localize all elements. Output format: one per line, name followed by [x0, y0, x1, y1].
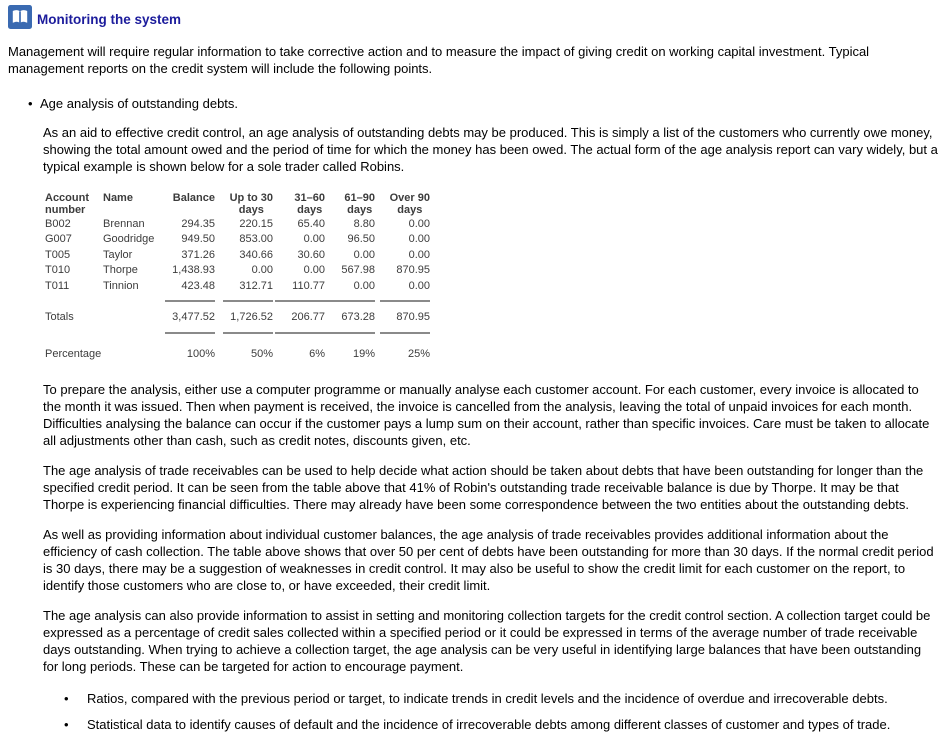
paragraph-prepare-analysis: To prepare the analysis, either use a computer programme or manually analyse each customer account. For each customer, every invoice is allocated to the month it was issued. Then when payment is received, the invoice is cancelled from the analysis, leaving the total of unpaid invoices for each month. Difficulties analysing the balance can occur if the customer pays a lump sum on their account, rather than specific invoices. Care must be taken to allocate all adjustments other than cash, such as credit notes, discounts given, etc. — [43, 381, 930, 448]
cell-account: B002 — [45, 217, 71, 230]
page-title: Monitoring the system — [37, 12, 182, 27]
header-account-number: Account number — [45, 192, 89, 216]
bullet-dot: • — [64, 716, 69, 732]
cell-account: G007 — [45, 233, 72, 246]
header-up-to-30-days: Up to 30 days — [229, 192, 273, 216]
pct-31-60: 6% — [309, 347, 325, 360]
cell-up-to-30: 340.66 — [239, 248, 273, 261]
cell-31-60: 65.40 — [297, 217, 325, 230]
percentage-label: Percentage — [45, 347, 102, 360]
total-61-90: 673.28 — [341, 310, 375, 323]
cell-31-60: 110.77 — [292, 279, 325, 292]
table-row — [45, 247, 430, 263]
header-name: Name — [103, 192, 133, 204]
percentage-row — [45, 340, 430, 364]
cell-61-90: 567.98 — [341, 264, 375, 277]
sum-line — [165, 332, 215, 334]
bullet-dot: • — [64, 690, 69, 706]
percentage-rule-row — [45, 326, 430, 340]
sum-line — [380, 332, 430, 334]
sum-line — [325, 332, 375, 334]
cell-balance: 949.50 — [181, 233, 215, 246]
cell-balance: 423.48 — [181, 279, 215, 292]
sum-line — [275, 300, 325, 302]
total-balance: 3,477.52 — [172, 310, 215, 323]
cell-up-to-30: 853.00 — [239, 233, 273, 246]
age-analysis-table — [45, 192, 430, 364]
total-31-60: 206.77 — [291, 310, 325, 323]
cell-up-to-30: 220.15 — [239, 217, 273, 230]
cell-61-90: 0.00 — [353, 279, 375, 292]
cell-over-90: 0.00 — [408, 248, 430, 261]
age-analysis-bullet-text: Age analysis of outstanding debts. — [40, 96, 239, 111]
sum-line — [275, 332, 325, 334]
cell-31-60: 0.00 — [303, 264, 325, 277]
cell-name: Taylor — [103, 248, 133, 261]
pct-up-to-30: 50% — [250, 347, 273, 360]
pct-over-90: 25% — [407, 347, 430, 360]
age-analysis-description: As an aid to effective credit control, an age analysis of outstanding debts may be produced. This is simply a list of the customers who currently owe money, showing the total amount owed and the period of time for which the money has been owed. The actual form of the age analysis report can vary widely, but a typical example is shown below for a sole trader called Robins. — [43, 125, 938, 174]
intro-paragraph: Management will require regular information to take corrective action and to measure the impact of giving credit on working capital investment. Typical management reports on the credit system will include the following points. — [8, 44, 870, 76]
statistical-data-bullet-text: Statistical data to identify causes of default and the incidence of irrecoverable debts among different classes of customer and types of trade. — [87, 716, 891, 732]
header-31-60-days: 31–60 days — [294, 192, 325, 216]
totals-rule-row — [45, 294, 430, 308]
table-row — [45, 263, 430, 279]
cell-name: Goodridge — [103, 233, 155, 246]
cell-balance: 1,438.93 — [172, 264, 215, 277]
open-book-icon — [8, 5, 32, 29]
cell-balance: 294.35 — [181, 217, 215, 230]
cell-up-to-30: 312.71 — [239, 279, 273, 292]
sum-line — [380, 300, 430, 302]
sum-line — [165, 300, 215, 302]
table-row — [45, 278, 430, 294]
cell-balance: 371.26 — [181, 248, 215, 261]
cell-61-90: 0.00 — [353, 248, 375, 261]
statistical-data-bullet-item — [64, 716, 936, 733]
sum-line — [223, 300, 273, 302]
table-row — [45, 216, 430, 232]
bullet-dot: • — [28, 96, 33, 111]
total-up-to-30: 1,726.52 — [230, 310, 273, 323]
header-balance: Balance — [172, 192, 215, 204]
paragraph-cash-collection-efficiency: As well as providing information about individual customer balances, the age analysis of trade receivables provides additional information about the efficiency of cash collection. The table above shows that over 50 per cent of debts have been outstanding for more than 30 days. If the normal credit period is 30 days, there may be a suggestion of weaknesses in credit control. It may also be useful to show the credit limit for each customer on the report, to identify those customers who are close to, or have exceeded, their credit limit. — [43, 526, 934, 593]
sum-line — [325, 300, 375, 302]
cell-up-to-30: 0.00 — [251, 264, 273, 277]
cell-over-90: 870.95 — [396, 264, 430, 277]
cell-account: T005 — [45, 248, 71, 261]
pct-61-90: 19% — [352, 347, 375, 360]
totals-row — [45, 308, 430, 326]
header-61-90-days: 61–90 days — [344, 192, 375, 216]
table-row — [45, 232, 430, 248]
cell-name: Brennan — [103, 217, 145, 230]
cell-61-90: 96.50 — [347, 233, 375, 246]
pct-balance: 100% — [186, 347, 215, 360]
cell-31-60: 30.60 — [297, 248, 325, 261]
cell-name: Thorpe — [103, 264, 138, 277]
cell-31-60: 0.00 — [303, 233, 325, 246]
age-analysis-bullet-item — [28, 95, 936, 112]
cell-over-90: 0.00 — [408, 279, 430, 292]
cell-61-90: 8.80 — [353, 217, 375, 230]
ratios-bullet-text: Ratios, compared with the previous period or target, to indicate trends in credit levels and the incidence of overdue and irrecoverable debts. — [87, 690, 888, 706]
cell-over-90: 0.00 — [408, 233, 430, 246]
sum-line — [223, 332, 273, 334]
header-over-90-days: Over 90 days — [389, 192, 430, 216]
cell-over-90: 0.00 — [408, 217, 430, 230]
total-over-90: 870.95 — [396, 310, 430, 323]
cell-account: T010 — [45, 264, 71, 277]
cell-name: Tinnion — [103, 279, 139, 292]
paragraph-action-on-debts: The age analysis of trade receivables can be used to help decide what action should be taken about debts that have been outstanding for longer than the specified credit period. It can be seen from the table above that 41% of Robin's outstanding trade receivable balance is due by Thorpe. It may be that Thorpe is experiencing financial difficulties. There may already have been some correspondence between the two entities about the outstanding debts. — [43, 462, 924, 512]
section-header — [8, 5, 936, 29]
ratios-bullet-item — [64, 690, 936, 707]
totals-label: Totals — [45, 310, 74, 323]
table-header-row — [45, 192, 430, 216]
paragraph-collection-targets: The age analysis can also provide information to assist in setting and monitoring collection targets for the credit control section. A collection target could be expressed as a percentage of credit sales collected within a specified period or it could be expressed in terms of the average number of trade receivable days outstanding. When trying to achieve a collection target, the age analysis can be very useful in identifying large balances that have been outstanding for long periods. These can be targeted for action to encourage payment. — [43, 607, 931, 674]
cell-account: T011 — [45, 279, 70, 292]
